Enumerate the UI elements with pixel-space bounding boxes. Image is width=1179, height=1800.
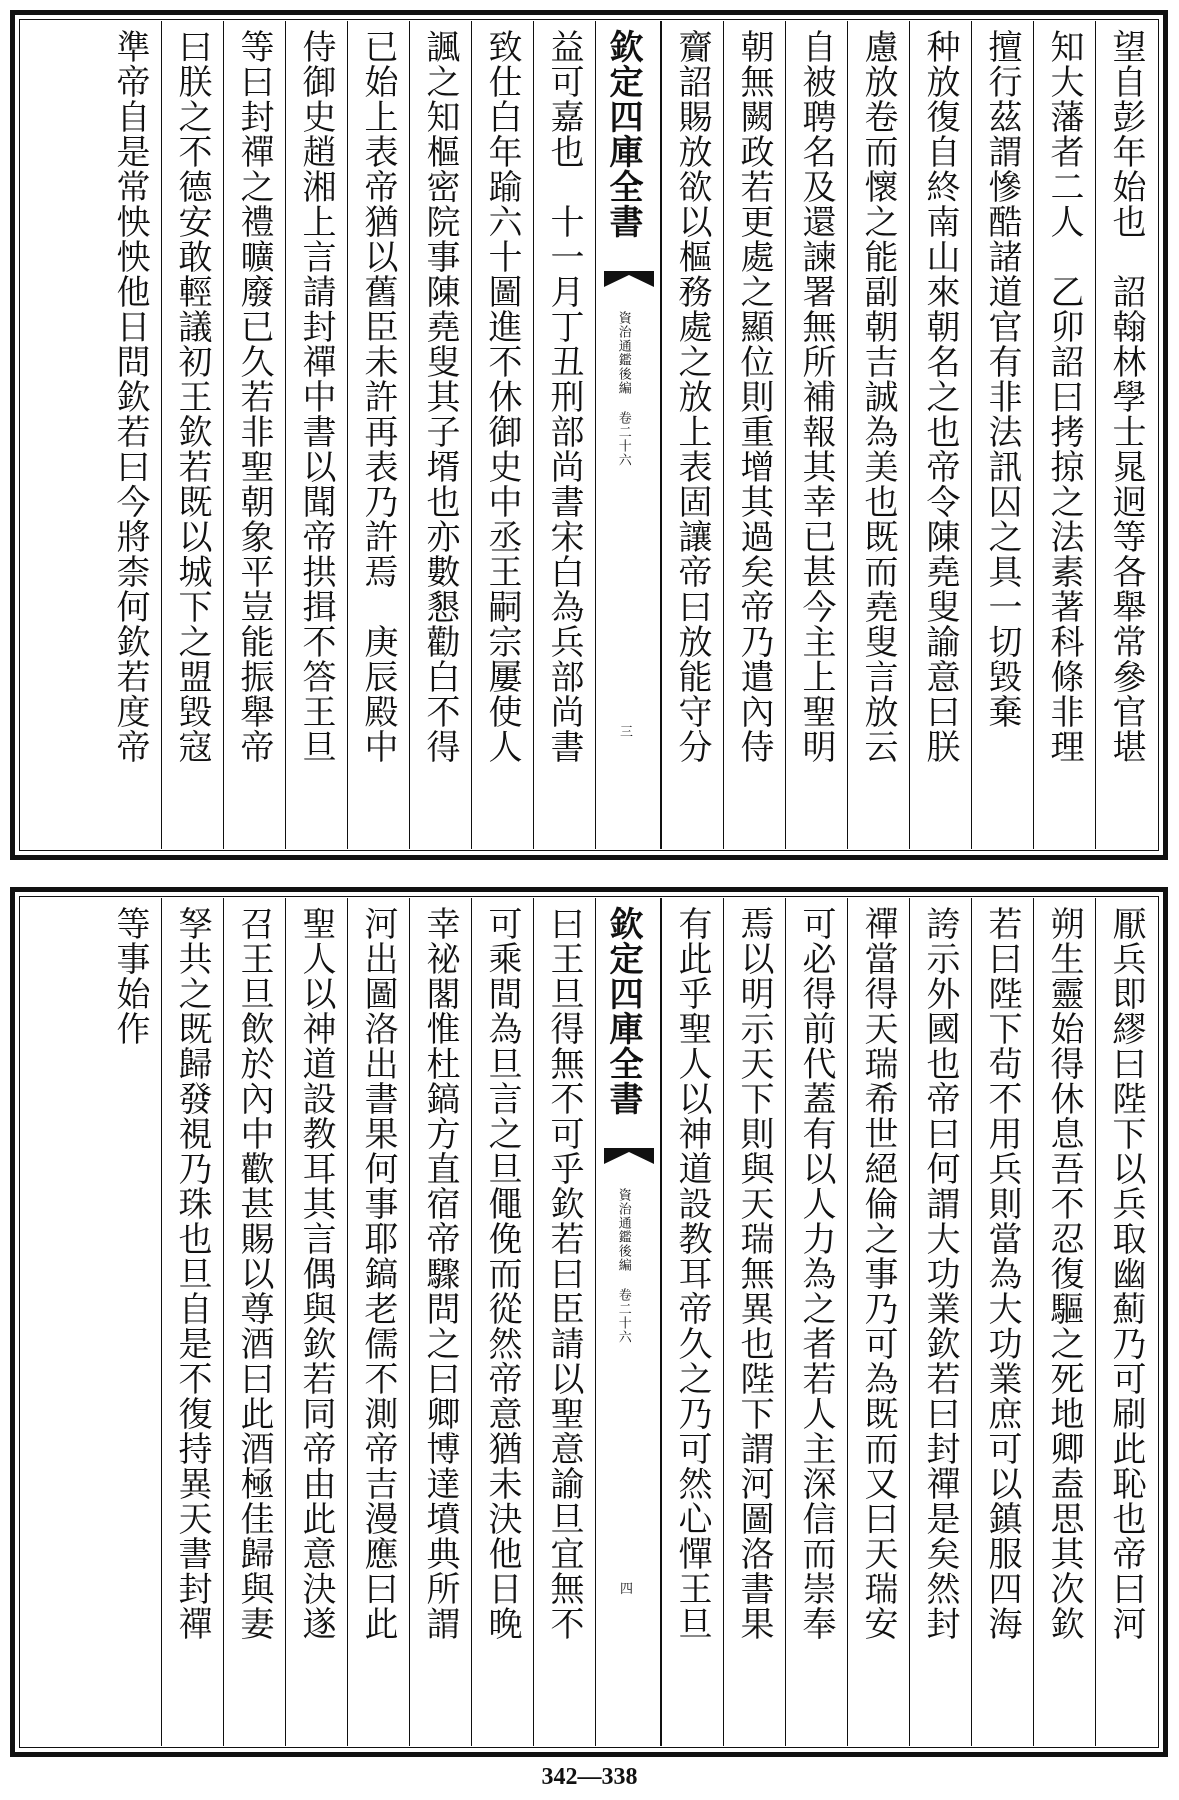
text-column: 召王旦飲於內中歡甚賜以尊酒曰此酒極佳歸與妻 — [223, 898, 285, 1746]
text-column: 慮放卷而懷之能副朝吉誠為美也既而堯叟言放云 — [847, 21, 909, 849]
volume-number: 卷二十六 — [615, 1288, 631, 1344]
text-column: 知大藩者二人 乙卯詔曰拷掠之法素著科條非理 — [1033, 21, 1095, 849]
text-column: 致仕白年踰六十圖進不休御史中丞王嗣宗屢使人 — [471, 21, 533, 849]
text-column: 自被聘名及還諫署無所補報其幸已甚今主上聖明 — [785, 21, 847, 849]
text-column: 已始上表帝猶以舊臣未許再表乃許焉 庚辰殿中 — [347, 21, 409, 849]
text-column: 望自彭年始也 詔翰林學士晁迥等各舉常參官堪 — [1095, 21, 1157, 849]
text-column: 誇示外國也帝曰何謂大功業欽若曰封禪是矣然封 — [909, 898, 971, 1746]
book-title: 資治通鑑後編 — [615, 311, 631, 395]
center-margin — [595, 21, 661, 849]
text-column: 曰朕之不德安敢輕議初王欽若既以城下之盟毀寇 — [161, 21, 223, 849]
text-column: 朔生靈始得休息吾不忍復驅之死地卿盍思其次欽 — [1033, 898, 1095, 1746]
text-column: 等事始作 — [110, 906, 150, 1046]
text-column: 等曰封禪之禮曠廢已久若非聖朝象平豈能振舉帝 — [223, 21, 285, 849]
page-top — [10, 10, 1168, 860]
text-column: 侍御史趙湘上言請封禪中書以聞帝拱揖不答王旦 — [285, 21, 347, 849]
text-column: 有此乎聖人以神道設教耳帝久之乃可然心憚王旦 — [661, 898, 723, 1746]
text-column: 幸祕閣惟杜鎬方直宿帝驟問之曰卿博達墳典所謂 — [409, 898, 471, 1746]
footer-page-code: 342—338 — [541, 1764, 638, 1790]
text-column: 种放復自終南山來朝名之也帝令陳堯叟諭意曰朕 — [909, 21, 971, 849]
center-title: 欽定四庫全書 — [603, 29, 643, 239]
page-number: 三 — [620, 725, 635, 740]
center-title: 欽定四庫全書 — [603, 906, 643, 1116]
text-column: 若曰陛下茍不用兵則當為大功業庶可以鎮服四海 — [971, 898, 1033, 1746]
volume-number: 卷二十六 — [615, 411, 631, 467]
text-column: 可乘間為旦言之旦僶俛而從然帝意猶未決他日晚 — [471, 898, 533, 1746]
text-column: 準帝自是常怏怏他日問欽若曰今將柰何欽若度帝 — [110, 29, 150, 764]
text-column: 諷之知樞密院事陳堯叟其子壻也亦數懇勸白不得 — [409, 21, 471, 849]
text-columns — [21, 21, 1157, 849]
center-margin — [595, 898, 661, 1746]
text-column: 朝無闕政若更處之顯位則重增其過矣帝乃遣內侍 — [723, 21, 785, 849]
center-meta — [612, 1188, 633, 1344]
text-column: 焉以明示天下則與天瑞無異也陛下謂河圖洛書果 — [723, 898, 785, 1746]
center-meta — [612, 311, 633, 467]
text-columns — [21, 898, 1157, 1746]
text-column: 孥共之既歸發視乃珠也旦自是不復持異天書封禪 — [161, 898, 223, 1746]
book-title: 資治通鑑後編 — [615, 1188, 631, 1272]
text-column: 禪當得天瑞希世絕倫之事乃可為既而又曰天瑞安 — [847, 898, 909, 1746]
fish-tail-mark-icon — [604, 1148, 654, 1164]
text-column: 可必得前代蓋有以人力為之者若人主深信而崇奉 — [785, 898, 847, 1746]
text-column: 擅行茲謂慘酷諸道官有非法訊囚之具一切毀棄 — [971, 21, 1033, 849]
fish-tail-mark-icon — [604, 271, 654, 287]
page-number: 四 — [620, 1582, 635, 1597]
text-column: 齎詔賜放欲以樞務處之放上表固讓帝曰放能守分 — [661, 21, 723, 849]
text-column: 聖人以神道設教耳其言偶與欽若同帝由此意決遂 — [285, 898, 347, 1746]
text-column: 河出圖洛出書果何事耶鎬老儒不測帝吉漫應曰此 — [347, 898, 409, 1746]
text-column: 益可嘉也 十一月丁丑刑部尚書宋白為兵部尚書 — [533, 21, 595, 849]
text-column: 厭兵即繆曰陛下以兵取幽薊乃可刷此恥也帝曰河 — [1095, 898, 1157, 1746]
text-column: 曰王旦得無不可乎欽若曰臣請以聖意諭旦宜無不 — [533, 898, 595, 1746]
page-bottom — [10, 887, 1168, 1757]
